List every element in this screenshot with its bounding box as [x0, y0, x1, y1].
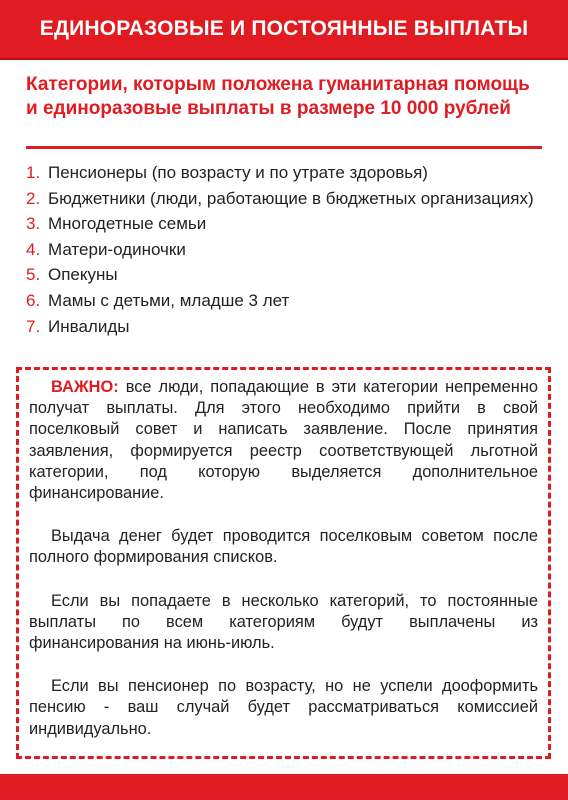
footer-bar: [0, 774, 568, 800]
notice-paragraph-text: все люди, попадающие в эти категории непременно получат выплаты. Для этого необходимо прийти в свой поселковый совет и написать заявление. После принятия заявления, формируется реестр соответствующей льготной категории, под которую выделяется дополнительное финансирование.: [29, 378, 538, 503]
page-title: ЕДИНОРАЗОВЫЕ И ПОСТОЯННЫЕ ВЫПЛАТЫ: [39, 17, 529, 40]
notice-paragraph: Выдача денег будет проводится поселковым советом после полного формирования списков.: [29, 527, 538, 567]
list-item: [26, 262, 546, 288]
list-item-text: Пенсионеры (по возрасту и по утрате здоровья): [48, 163, 428, 182]
list-item-number: 6.: [26, 290, 41, 310]
list-item: [26, 186, 546, 212]
list-item-number: 4.: [26, 239, 41, 259]
notice-paragraph: Если вы пенсионер по возрасту, но не успели дооформить пенсию - ваш случай будет рассматриваться комиссией индивидуально.: [29, 677, 538, 738]
list-item: [26, 314, 546, 340]
list-item-text: Многодетные семьи: [48, 214, 207, 234]
list-item: [26, 237, 546, 263]
list-item-number: 2.: [26, 188, 41, 208]
categories-list: [26, 160, 546, 339]
list-item-text: Бюджетники (люди, работающие в бюджетных организациях): [48, 188, 534, 208]
list-item: [26, 160, 546, 186]
important-label: ВАЖНО:: [51, 378, 119, 396]
categories-heading: Категории, которым положена гуманитарная помощь и единоразовые выплаты в размере 10 000 рублей: [26, 74, 530, 119]
list-item-text: Матери-одиночки: [48, 239, 186, 259]
notice-paragraph-important: [29, 377, 538, 504]
important-notice-box: [16, 367, 551, 759]
header-bar: [0, 0, 568, 60]
list-item-number: 1.: [26, 163, 41, 182]
list-item: [26, 288, 546, 314]
notice-paragraph: Если вы попадаете в несколько категорий, то постоянные выплаты по всем категориям будут выплачены из финансирования на июнь-июль.: [29, 591, 538, 653]
list-item-number: 5.: [26, 265, 41, 285]
list-item-text: Опекуны: [48, 265, 118, 285]
list-item: [26, 211, 546, 237]
list-item-number: 3.: [26, 214, 41, 234]
list-item-text: Инвалиды: [48, 316, 130, 336]
divider: [26, 146, 542, 149]
list-item-text: Мамы с детьми, младше 3 лет: [48, 290, 290, 310]
list-item-number: 7.: [26, 316, 41, 336]
